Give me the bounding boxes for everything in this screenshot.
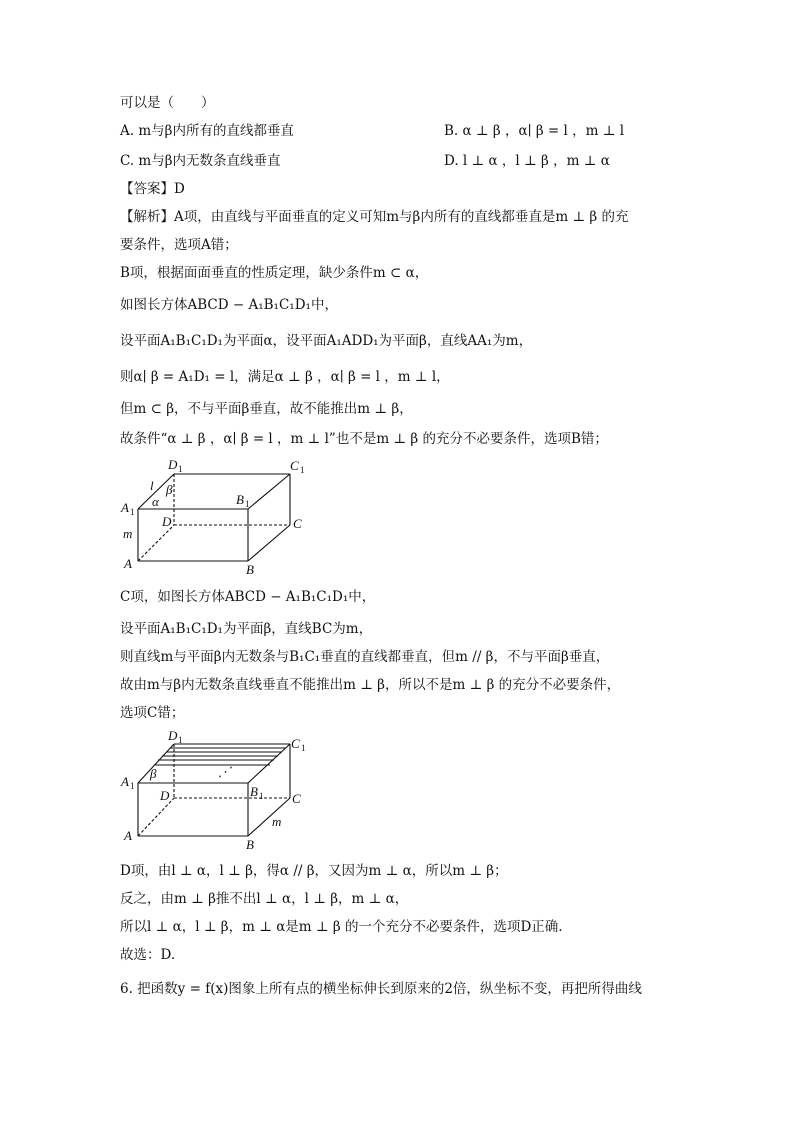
analysis-d-1: D项，由l ⊥ α，l ⊥ β，得α // β，又因为m ⊥ α，所以m ⊥ β； bbox=[120, 863, 508, 879]
label-d1: D bbox=[168, 728, 178, 743]
analysis-d-2: 反之，由m ⊥ β推不出l ⊥ α，l ⊥ β，m ⊥ α， bbox=[120, 891, 409, 907]
label-a: A bbox=[124, 828, 132, 843]
label-dots: ⋰ bbox=[218, 764, 231, 779]
label-b: B bbox=[246, 837, 254, 852]
analysis-line-2: 要条件，选项A错； bbox=[120, 237, 238, 253]
label-beta: β bbox=[150, 766, 157, 781]
analysis-d-4: 故选：D. bbox=[120, 947, 176, 963]
label-d: D bbox=[160, 788, 170, 803]
label-b1-sub: 1 bbox=[259, 791, 264, 801]
analysis-c-2: 设平面A₁B₁C₁D₁为平面β，直线BC为m， bbox=[120, 621, 373, 637]
analysis-d-3: 所以l ⊥ α，l ⊥ β，m ⊥ α是m ⊥ β 的一个充分不必要条件，选项D正确. bbox=[120, 919, 563, 935]
option-a: A. m与β内所有的直线都垂直 bbox=[120, 123, 294, 139]
label-c1-sub: 1 bbox=[301, 743, 306, 753]
label-a1-sub: 1 bbox=[130, 781, 135, 791]
label-a: A bbox=[124, 556, 132, 571]
option-d: D. l ⊥ α ，l ⊥ β ，m ⊥ α bbox=[444, 153, 610, 169]
label-c: C bbox=[293, 516, 302, 531]
label-a1-sub: 1 bbox=[130, 507, 135, 517]
label-b: B bbox=[246, 562, 254, 577]
label-c1-sub: 1 bbox=[300, 465, 305, 475]
analysis-b-6: 故条件“α ⊥ β ，α∣ β = l ，m ⊥ l”也不是m ⊥ β 的充分不必要条件，选项B错； bbox=[120, 431, 608, 447]
analysis-b-2: 如图长方体ABCD − A₁B₁C₁D₁中， bbox=[120, 297, 338, 313]
label-beta: β bbox=[166, 482, 173, 497]
question-6: 6. 把函数y = f(x)图象上所有点的横坐标伸长到原来的2倍，纵坐标不变，再把所得曲线 bbox=[120, 981, 642, 997]
analysis-b-5: 但m ⊂ β，不与平面β垂直，故不能推出m ⊥ β， bbox=[120, 401, 413, 417]
answer-line: 【答案】D bbox=[120, 181, 185, 197]
analysis-c-5: 选项C错； bbox=[120, 705, 185, 721]
figure-cuboid-1 bbox=[118, 454, 318, 580]
analysis-line-1: 【解析】A项，由直线与平面垂直的定义可知m与β内所有的直线都垂直是m ⊥ β 的充 bbox=[120, 209, 629, 225]
label-b1-sub: 1 bbox=[245, 499, 250, 509]
label-alpha: α bbox=[152, 494, 159, 509]
option-b: B. α ⊥ β ，α∣ β = l ，m ⊥ l bbox=[444, 123, 625, 139]
option-c: C. m与β内无数条直线垂直 bbox=[120, 153, 281, 169]
label-b1: B bbox=[236, 492, 244, 507]
label-c1: C bbox=[290, 458, 299, 473]
label-m: m bbox=[123, 526, 133, 541]
label-l: l bbox=[150, 478, 154, 493]
analysis-c-1: C项，如图长方体ABCD − A₁B₁C₁D₁中， bbox=[120, 589, 376, 605]
label-a1: A bbox=[121, 500, 129, 515]
label-c: C bbox=[292, 791, 301, 806]
analysis-c-3: 则直线m与平面β内无数条与B₁C₁垂直的直线都垂直，但m // β，不与平面β垂直， bbox=[120, 649, 610, 665]
label-d1-sub: 1 bbox=[178, 735, 183, 745]
label-d: D bbox=[162, 514, 172, 529]
label-m: m bbox=[272, 814, 282, 829]
label-c1: C bbox=[291, 736, 300, 751]
analysis-b-4: 则α∣ β = A₁D₁ = l，满足α ⊥ β ，α∣ β = l ，m ⊥ l， bbox=[120, 369, 450, 385]
analysis-b-3: 设平面A₁B₁C₁D₁为平面α，设平面A₁ADD₁为平面β，直线AA₁为m， bbox=[120, 333, 533, 349]
label-d1-sub: 1 bbox=[178, 464, 183, 474]
label-d1: D bbox=[168, 457, 178, 472]
figure-cuboid-2 bbox=[118, 728, 318, 856]
question-stem-tail: 可以是（ ） bbox=[120, 95, 215, 111]
label-b1: B bbox=[250, 784, 258, 799]
analysis-b-1: B项，根据面面垂直的性质定理，缺少条件m ⊂ α， bbox=[120, 265, 429, 281]
label-a1: A bbox=[121, 774, 129, 789]
analysis-c-4: 故由m与β内无数条直线垂直不能推出m ⊥ β，所以不是m ⊥ β 的充分不必要条件， bbox=[120, 677, 621, 693]
